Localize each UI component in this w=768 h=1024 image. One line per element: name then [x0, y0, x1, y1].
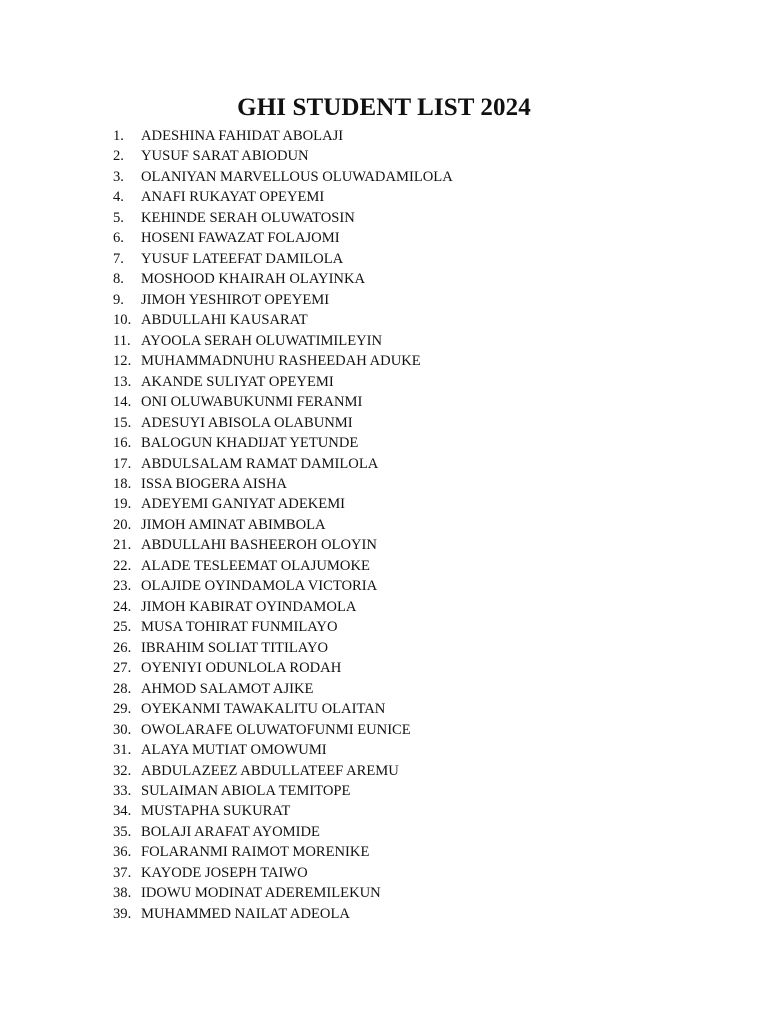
- list-item-number: 18.: [113, 475, 132, 492]
- student-name: MUSA TOHIRAT FUNMILAYO: [141, 619, 338, 636]
- student-name: AHMOD SALAMOT AJIKE: [141, 680, 314, 697]
- list-item-number: 6.: [113, 230, 124, 247]
- student-name: SULAIMAN ABIOLA TEMITOPE: [141, 783, 351, 799]
- list-item: [113, 494, 453, 514]
- list-item: [113, 617, 453, 637]
- list-item: [113, 679, 453, 699]
- student-name: YUSUF SARAT ABIODUN: [141, 148, 309, 165]
- student-name: JIMOH AMINAT ABIMBOLA: [141, 516, 326, 533]
- list-item-number: 31.: [113, 742, 132, 759]
- page-title: GHI STUDENT LIST 2024: [237, 94, 531, 121]
- list-item: [113, 187, 453, 207]
- student-name: ADEYEMI GANIYAT ADEKEMI: [141, 496, 346, 513]
- list-item: [113, 228, 453, 248]
- student-name: MUHAMMADNUHU RASHEEDAH ADUKE: [141, 353, 421, 370]
- list-item-number: 22.: [113, 557, 132, 574]
- student-name: MUSTAPHA SUKURAT: [141, 803, 291, 820]
- list-item: [113, 269, 453, 289]
- student-name: ALAYA MUTIAT OMOWUMI: [141, 742, 327, 759]
- list-item: [113, 535, 453, 555]
- list-item-number: 35.: [113, 823, 132, 840]
- list-item: [113, 331, 453, 351]
- list-item-number: 2.: [113, 148, 124, 165]
- student-name: KAYODE JOSEPH TAIWO: [141, 864, 308, 881]
- list-item: [113, 638, 453, 658]
- list-item: [113, 454, 453, 474]
- student-name: AYOOLA SERAH OLUWATIMILEYIN: [141, 332, 383, 349]
- list-item-number: 37.: [113, 864, 132, 881]
- list-item: [113, 822, 453, 842]
- student-name: OLAJIDE OYINDAMOLA VICTORIA: [141, 578, 378, 595]
- list-item: [113, 310, 453, 330]
- student-name: FOLARANMI RAIMOT MORENIKE: [141, 844, 370, 861]
- student-name: ISSA BIOGERA AISHA: [141, 475, 287, 492]
- list-item: [113, 126, 453, 146]
- student-name: AKANDE SULIYAT OPEYEMI: [141, 373, 334, 390]
- list-item: [113, 720, 453, 740]
- student-name: ABDULLAHI BASHEEROH OLOYIN: [141, 537, 377, 554]
- list-item-number: 16.: [113, 435, 132, 452]
- list-item-number: 12.: [113, 353, 132, 370]
- list-item-number: 21.: [113, 537, 132, 554]
- list-item-number: 7.: [113, 250, 124, 267]
- list-item-number: 20.: [113, 516, 132, 533]
- list-item-number: 10.: [113, 312, 132, 329]
- student-name: MUHAMMED NAILAT ADEOLA: [141, 905, 350, 922]
- student-name: ABDULAZEEZ ABDULLATEEF AREMU: [141, 762, 399, 779]
- list-item-number: 15.: [113, 414, 132, 431]
- list-item-number: 32.: [113, 762, 132, 779]
- list-item: [113, 249, 453, 269]
- list-item: [113, 515, 453, 535]
- list-item: [113, 801, 453, 821]
- student-name: YUSUF LATEEFAT DAMILOLA: [141, 250, 344, 267]
- list-item-number: 1.: [113, 128, 124, 144]
- list-item: [113, 863, 453, 883]
- list-item: [113, 781, 453, 801]
- student-name: MOSHOOD KHAIRAH OLAYINKA: [141, 271, 366, 288]
- list-item: [113, 699, 453, 719]
- student-list: [113, 126, 453, 924]
- student-name: OLANIYAN MARVELLOUS OLUWADAMILOLA: [141, 168, 453, 185]
- list-item-number: 19.: [113, 496, 132, 513]
- list-item: [113, 474, 453, 494]
- list-item-number: 30.: [113, 721, 132, 738]
- list-item-number: 11.: [113, 332, 131, 349]
- list-item: [113, 883, 453, 903]
- student-name: ONI OLUWABUKUNMI FERANMI: [141, 394, 363, 411]
- list-item-number: 4.: [113, 189, 124, 206]
- list-item-number: 25.: [113, 619, 132, 636]
- list-item-number: 29.: [113, 701, 132, 718]
- student-name: BOLAJI ARAFAT AYOMIDE: [141, 823, 320, 840]
- list-item-number: 17.: [113, 455, 132, 472]
- student-name: ALADE TESLEEMAT OLAJUMOKE: [141, 557, 370, 574]
- list-item: [113, 392, 453, 412]
- list-item: [113, 761, 453, 781]
- student-name: KEHINDE SERAH OLUWATOSIN: [141, 209, 355, 226]
- list-item: [113, 167, 453, 187]
- student-name: HOSENI FAWAZAT FOLAJOMI: [141, 230, 340, 247]
- list-item: [113, 433, 453, 453]
- student-name: ADESUYI ABISOLA OLABUNMI: [141, 414, 353, 431]
- list-item: [113, 351, 453, 371]
- list-item-number: 5.: [113, 209, 124, 226]
- list-item-number: 27.: [113, 660, 132, 677]
- list-item-number: 26.: [113, 639, 132, 656]
- list-item-number: 13.: [113, 373, 132, 390]
- list-item: [113, 413, 453, 433]
- list-item-number: 24.: [113, 598, 132, 615]
- list-item: [113, 904, 453, 924]
- list-item: [113, 208, 453, 228]
- student-name: OYENIYI ODUNLOLA RODAH: [141, 660, 342, 677]
- list-item-number: 14.: [113, 394, 132, 411]
- list-item: [113, 842, 453, 862]
- list-item-number: 23.: [113, 578, 132, 595]
- student-name: ANAFI RUKAYAT OPEYEMI: [141, 189, 325, 206]
- list-item-number: 39.: [113, 905, 132, 922]
- student-name: ADESHINA FAHIDAT ABOLAJI: [141, 128, 344, 144]
- student-name: ABDULLAHI KAUSARAT: [141, 312, 308, 329]
- list-item-number: 33.: [113, 783, 132, 799]
- list-item: [113, 576, 453, 596]
- list-item-number: 38.: [113, 885, 132, 902]
- student-name: IDOWU MODINAT ADEREMILEKUN: [141, 885, 381, 902]
- student-name: BALOGUN KHADIJAT YETUNDE: [141, 435, 359, 452]
- student-name: ABDULSALAM RAMAT DAMILOLA: [141, 455, 379, 472]
- list-item-number: 3.: [113, 168, 124, 185]
- list-item: [113, 146, 453, 166]
- list-item: [113, 290, 453, 310]
- student-name: IBRAHIM SOLIAT TITILAYO: [141, 639, 329, 656]
- list-item: [113, 372, 453, 392]
- list-item: [113, 740, 453, 760]
- student-name: JIMOH YESHIROT OPEYEMI: [141, 291, 330, 308]
- list-item-number: 34.: [113, 803, 132, 820]
- student-name: JIMOH KABIRAT OYINDAMOLA: [141, 598, 357, 615]
- student-name: OWOLARAFE OLUWATOFUNMI EUNICE: [141, 721, 411, 738]
- list-item-number: 9.: [113, 291, 124, 308]
- list-item: [113, 556, 453, 576]
- list-item: [113, 658, 453, 678]
- list-item-number: 28.: [113, 680, 132, 697]
- list-item-number: 8.: [113, 271, 124, 288]
- list-item: [113, 597, 453, 617]
- list-item-number: 36.: [113, 844, 132, 861]
- student-name: OYEKANMI TAWAKALITU OLAITAN: [141, 701, 386, 718]
